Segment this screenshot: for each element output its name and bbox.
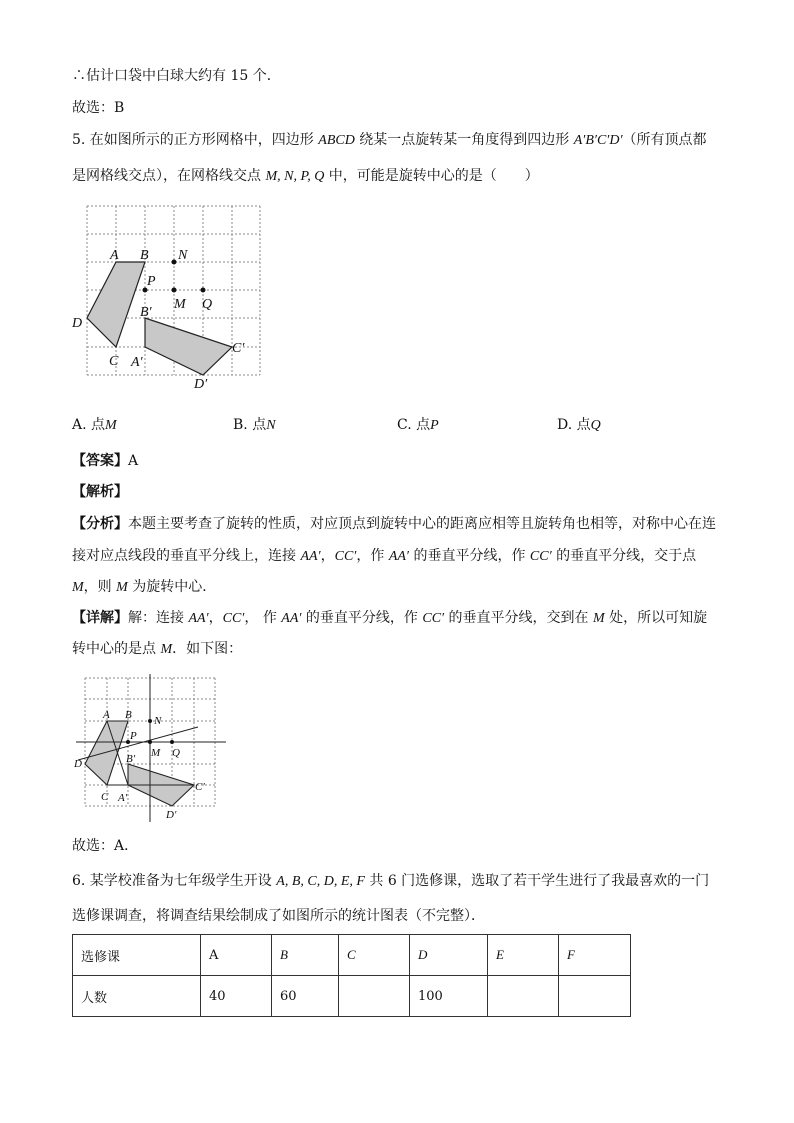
table-cell: D: [410, 935, 488, 976]
quad-a1b1c1d1-shape: [145, 318, 232, 375]
label-d: D: [72, 316, 83, 331]
label-p: P: [147, 274, 156, 289]
option-a: A. 点M: [72, 417, 117, 433]
sol-label-d1: D′: [166, 809, 177, 821]
quad-abcd-shape: [87, 262, 145, 347]
q5-stem-line1: 5. 在如图所示的正方形网格中，四边形 ABCD 绕某一点旋转某一角度得到四边形 A′B′C′D′（所有顶点都: [72, 132, 707, 148]
final-choice: 故选：A．: [72, 838, 139, 854]
table-cell: 60: [272, 976, 339, 1017]
label-q: Q: [202, 297, 213, 312]
fenxi-line1: 【分析】本题主要考查了旋转的性质，对应顶点到旋转中心的距离应相等且旋转角也相等，对称中心在连: [72, 516, 716, 532]
q6-stem-line2: 选修课调查，将调查结果绘制成了如图所示的统计图表（不完整）．: [72, 908, 485, 924]
q6-stem-line1: 6. 某学校准备为七年级学生开设 A, B, C, D, E, F 共 6 门选修课，选取了若干学生进行了我最喜欢的一门: [72, 873, 710, 889]
xiangjie-line1: 【详解】解：连接 AA′，CC′， 作 AA′ 的垂直平分线，作 CC′ 的垂直平分线，交到在 M 处，所以可知旋: [72, 610, 708, 626]
sol-label-a1: A′: [118, 792, 128, 804]
sol-point-m: [148, 740, 152, 744]
option-c: C. 点P: [397, 417, 439, 433]
label-c: C: [109, 354, 119, 369]
table-cell: F: [559, 935, 631, 976]
analysis-tag: 【解析】: [72, 484, 128, 500]
table-cell: [488, 976, 559, 1017]
label-c1: C′: [232, 341, 245, 356]
sol-label-c1: C′: [195, 781, 205, 793]
sol-label-m: M: [151, 747, 161, 759]
sol-label-c: C: [101, 791, 109, 803]
table-cell: [559, 976, 631, 1017]
prev-choice: 故选：B: [72, 100, 125, 116]
table-cell: C: [339, 935, 410, 976]
q5-figure-grid: [70, 200, 250, 390]
point-n: [172, 260, 177, 265]
prev-conclusion: ∴估计口袋中白球大约有 15 个．: [72, 68, 281, 84]
quad-abcd: ABCD: [318, 133, 355, 148]
label-a: A: [110, 248, 119, 263]
sol-point-n: [148, 719, 152, 723]
label-d1: D′: [194, 377, 208, 392]
quad-a1b1c1d1: A′B′C′D′: [573, 133, 623, 148]
table-cell: [339, 976, 410, 1017]
sol-quad-abcd: [85, 721, 128, 785]
answer-line: 【答案】A: [72, 453, 139, 469]
label-m: M: [174, 297, 186, 312]
table-cell: 人数: [73, 976, 201, 1017]
q5-solution-figure: [72, 672, 232, 832]
survey-table: [72, 934, 631, 1017]
table-cell: 40: [201, 976, 272, 1017]
label-a1: A′: [131, 355, 143, 370]
sol-label-b: B: [125, 709, 132, 721]
label-n: N: [178, 248, 188, 263]
option-b: B. 点N: [233, 417, 276, 433]
xiangjie-line2: 转中心的是点 M．如下图：: [72, 641, 243, 657]
q5-stem-line2: 是网格线交点），在网格线交点 M, N, P, Q 中，可能是旋转中心的是（ ）: [72, 168, 539, 184]
sol-label-a: A: [103, 709, 110, 721]
table-row: [73, 976, 631, 1017]
sol-label-q: Q: [172, 747, 180, 759]
sol-label-n: N: [154, 715, 162, 727]
fenxi-line2: 接对应点线段的垂直平分线上，连接 AA′，CC′，作 AA′ 的垂直平分线，作 CC′ 的垂直平分线，交于点: [72, 548, 697, 564]
table-cell: 100: [410, 976, 488, 1017]
table-header-row: [73, 935, 631, 976]
fenxi-line3: M，则 M 为旋转中心．: [72, 579, 217, 595]
points-mnpq: M, N, P, Q: [265, 169, 325, 184]
point-q: [201, 288, 206, 293]
option-d: D. 点Q: [557, 417, 601, 433]
sol-point-q: [170, 740, 174, 744]
table-cell: B: [272, 935, 339, 976]
course-list: A, B, C, D, E, F: [276, 874, 365, 889]
sol-label-b1: B′: [126, 753, 136, 765]
sol-label-d: D: [74, 758, 82, 770]
table-cell: 选修课: [73, 935, 201, 976]
sol-label-p: P: [130, 730, 137, 742]
label-b1: B′: [140, 305, 152, 320]
table-cell: A: [201, 935, 272, 976]
label-b: B: [140, 248, 149, 263]
point-m: [172, 288, 177, 293]
table-cell: E: [488, 935, 559, 976]
